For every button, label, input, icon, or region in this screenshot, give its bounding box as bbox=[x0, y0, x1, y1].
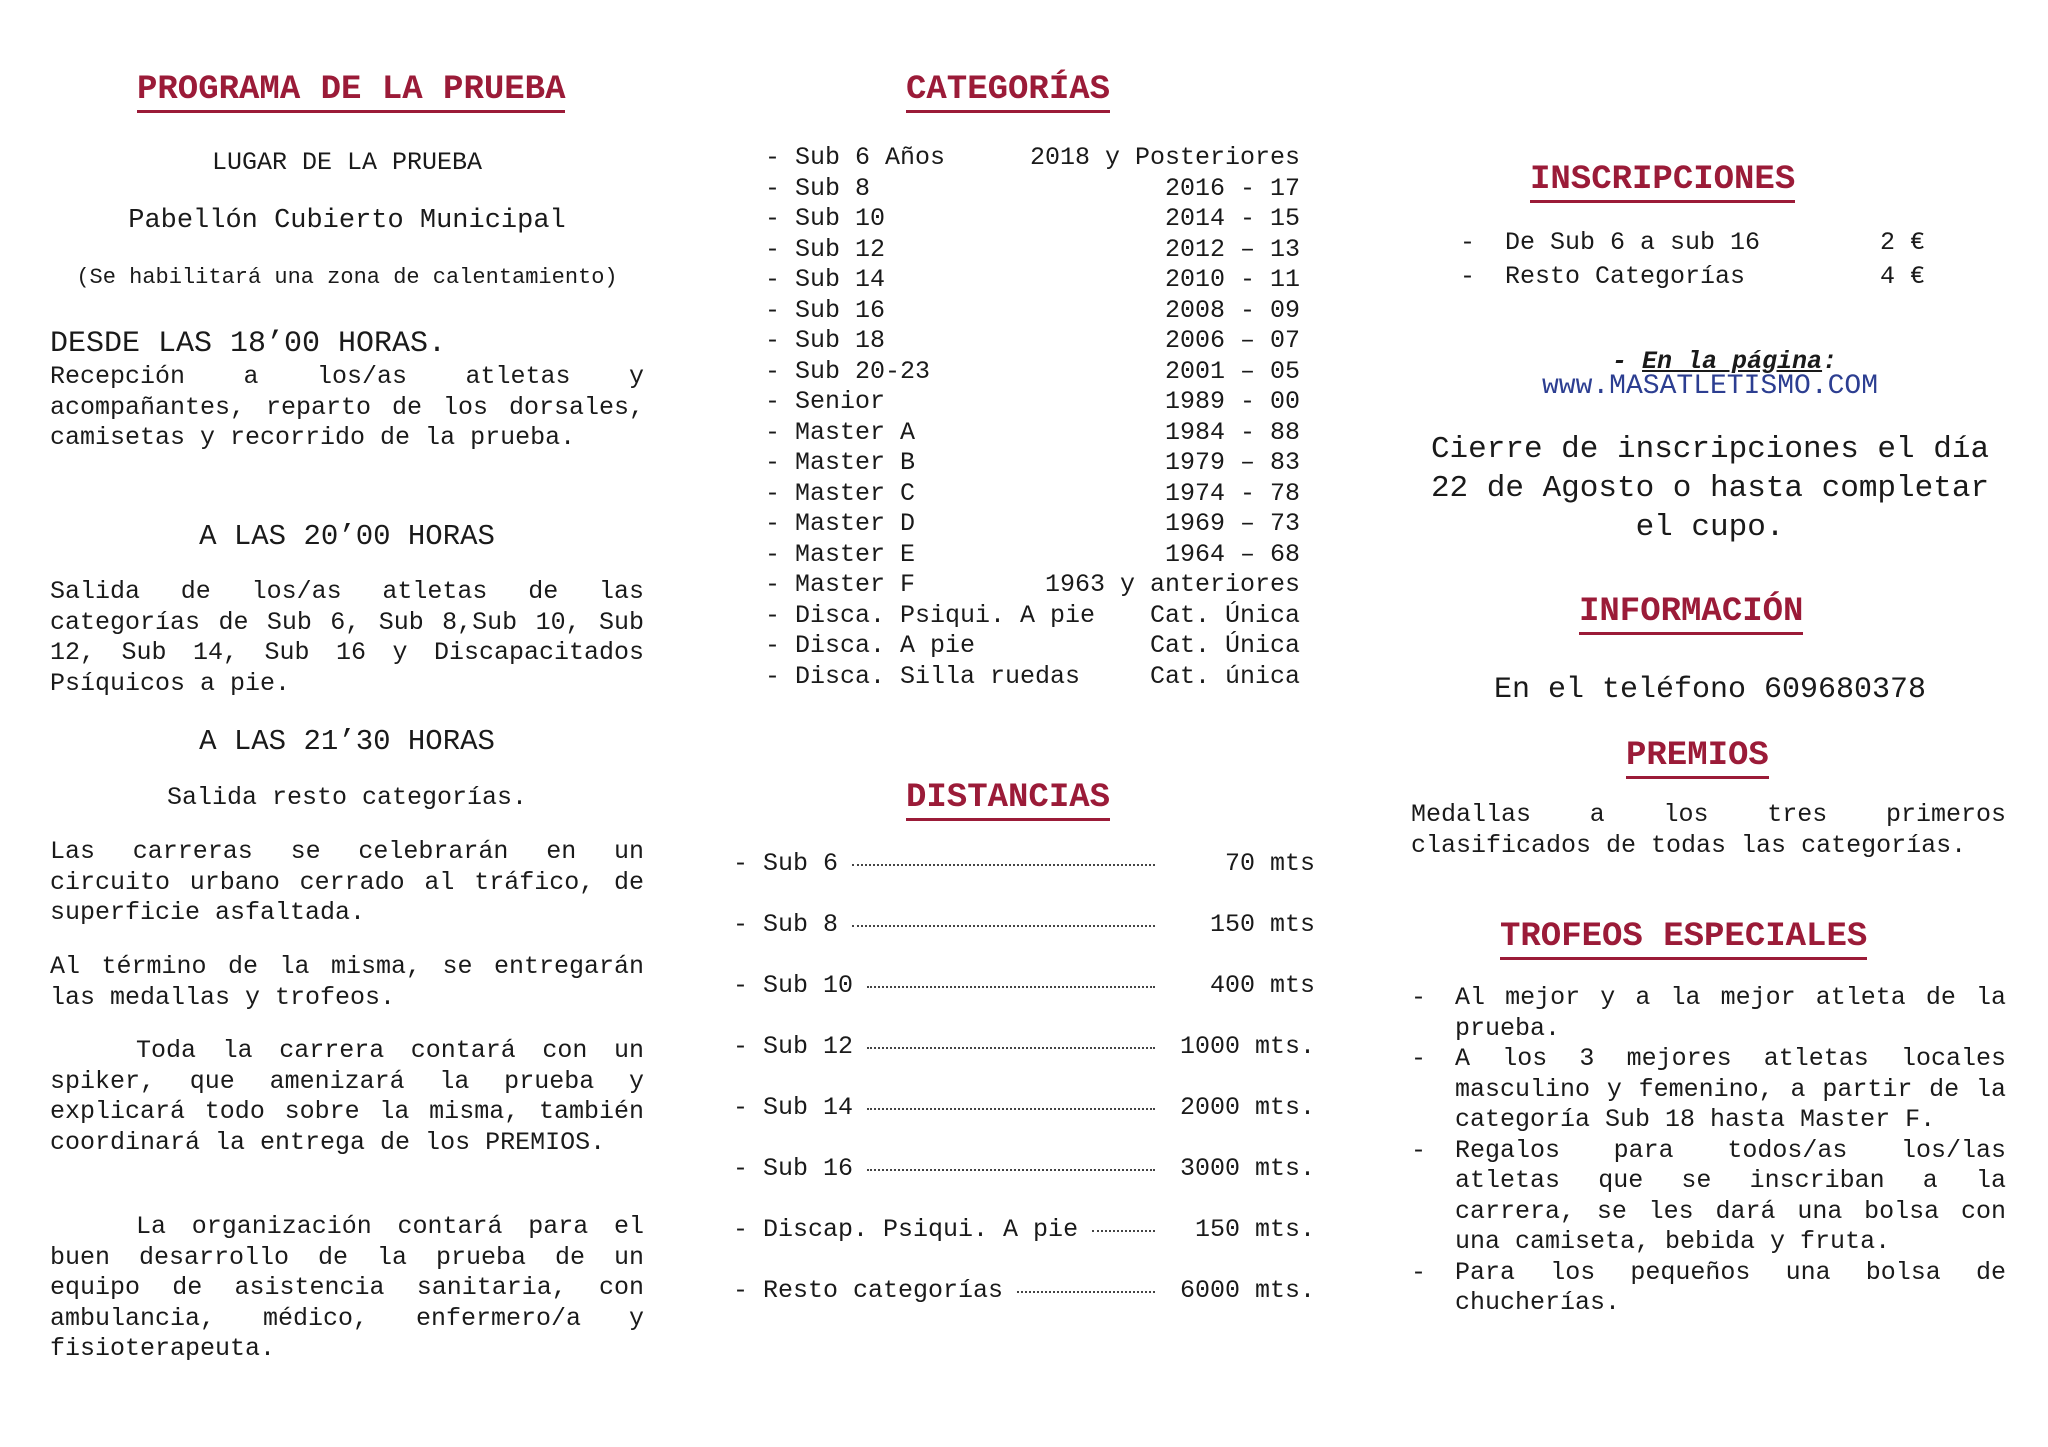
categoria-dash: - bbox=[765, 478, 796, 508]
time2-heading-text: A LAS 20’00 HORAS bbox=[199, 520, 495, 553]
trofeo-dash: - bbox=[1411, 983, 1427, 1012]
categoria-name: Master E bbox=[795, 539, 916, 569]
trofeo-text: A los 3 mejores atletas locales masculino y femenino, a partir de la categoría Sub 18 hasta Master F. bbox=[1455, 1044, 2006, 1134]
fee-row bbox=[1460, 260, 1940, 294]
categoria-row bbox=[765, 601, 1300, 632]
categoria-name: Master F bbox=[795, 570, 916, 599]
categoria-name: Master C bbox=[795, 478, 916, 508]
categoria-years: Cat. única bbox=[1149, 661, 1300, 691]
distancia-leader bbox=[867, 1108, 1155, 1110]
fee-label bbox=[1460, 226, 1760, 260]
trofeo-item bbox=[1411, 1044, 2006, 1136]
categoria-label bbox=[765, 326, 885, 357]
time3-heading bbox=[0, 725, 694, 759]
categoria-years: Cat. Única bbox=[1149, 600, 1300, 630]
fee-row bbox=[1460, 226, 1940, 260]
para-spiker-text: Toda la carrera contará con un spiker, que amenizará la prueba y explicará todo sobre la misma, también coordinará la entrega de los PREMIOS. bbox=[50, 1036, 644, 1157]
categoria-dash: - bbox=[765, 204, 796, 233]
categoria-row bbox=[765, 448, 1300, 479]
categoria-dash: - bbox=[765, 417, 796, 447]
distancia-value: 70 mts bbox=[1224, 849, 1315, 878]
time1-heading: DESDE LAS 18’00 HORAS. bbox=[50, 327, 447, 361]
para-organizacion-text: La organización contará para el buen desarrollo de la prueba de un equipo de asistencia sanitaria, con ambulancia, médico, enfermero/a y fisioterapeuta. bbox=[50, 1212, 644, 1363]
categoria-row bbox=[765, 235, 1300, 266]
distancia-value: 150 mts bbox=[1209, 910, 1315, 939]
categoria-label bbox=[765, 204, 885, 235]
time3-heading-text: A LAS 21’30 HORAS bbox=[199, 725, 495, 758]
distancia-value: 2000 mts. bbox=[1179, 1093, 1315, 1122]
distancia-name: Sub 16 bbox=[763, 1154, 854, 1183]
para-medallas-text: Al término de la misma, se entregarán las medallas y trofeos. bbox=[50, 952, 644, 1012]
distancia-value: 1000 mts. bbox=[1179, 1032, 1315, 1061]
categoria-name: Master D bbox=[795, 509, 916, 538]
distancia-dash: - bbox=[733, 849, 764, 878]
categorias-list bbox=[765, 143, 1300, 692]
lugar-label-text: LUGAR DE LA PRUEBA bbox=[211, 148, 483, 177]
categoria-row bbox=[765, 204, 1300, 235]
categoria-name: Sub 10 bbox=[795, 204, 886, 233]
distancia-value: 3000 mts. bbox=[1179, 1154, 1315, 1183]
distancia-name: Sub 10 bbox=[763, 971, 854, 1000]
categoria-label bbox=[765, 662, 1080, 693]
categoria-name: Sub 6 Años bbox=[795, 143, 946, 172]
distancia-value: 400 mts bbox=[1209, 971, 1315, 1000]
distancia-name: Sub 8 bbox=[763, 910, 839, 939]
categoria-years: 1979 – 83 bbox=[1164, 448, 1300, 477]
distancia-row bbox=[733, 1093, 1315, 1154]
categoria-name: Disca. Psiqui. A pie bbox=[795, 600, 1096, 630]
heading-inscripciones: INSCRIPCIONES bbox=[1530, 162, 1795, 203]
time3-text-span: Salida resto categorías. bbox=[166, 783, 528, 812]
lugar-name bbox=[0, 206, 694, 237]
distancia-leader bbox=[1017, 1291, 1155, 1293]
categoria-years: 2016 - 17 bbox=[1164, 173, 1300, 203]
trofeo-dash: - bbox=[1411, 1044, 1427, 1073]
distancia-name: Sub 12 bbox=[763, 1032, 854, 1061]
distancia-row bbox=[733, 910, 1315, 971]
categoria-row bbox=[765, 174, 1300, 205]
time2-heading bbox=[0, 520, 694, 554]
categoria-name: Sub 12 bbox=[795, 234, 886, 264]
categoria-row bbox=[765, 387, 1300, 418]
heading-categorias: CATEGORÍAS bbox=[906, 72, 1110, 113]
categoria-years: 1963 y anteriores bbox=[1044, 570, 1300, 599]
lugar-name-text: Pabellón Cubierto Municipal bbox=[128, 206, 566, 236]
distancia-dash: - bbox=[733, 1032, 764, 1061]
categoria-years: Cat. Única bbox=[1149, 631, 1300, 660]
time2-paragraph: Salida de los/as atletas de las categorías de Sub 6, Sub 8,Sub 10, Sub 12, Sub 14, Sub 16 y Discapacitados Psíquicos a pie. bbox=[50, 577, 644, 698]
trofeo-dash: - bbox=[1411, 1135, 1427, 1165]
distancia-dash: - bbox=[733, 1093, 764, 1122]
categoria-dash: - bbox=[765, 234, 796, 264]
fee-price: 2 € bbox=[1880, 228, 1926, 257]
heading-distancias: DISTANCIAS bbox=[906, 780, 1110, 821]
categoria-dash: - bbox=[765, 295, 796, 325]
categoria-name: Sub 20-23 bbox=[795, 356, 931, 386]
categoria-label bbox=[765, 448, 915, 479]
website-url bbox=[1390, 372, 2030, 403]
categoria-dash: - bbox=[765, 326, 796, 355]
en-la-pagina-colon: : bbox=[1822, 346, 1838, 376]
fee-price: 4 € bbox=[1880, 262, 1926, 291]
trofeo-text: Al mejor y a la mejor atleta de la prueba. bbox=[1455, 983, 2006, 1043]
premios-text bbox=[1411, 800, 2006, 861]
calentamiento-note bbox=[0, 263, 694, 294]
fee-label bbox=[1460, 260, 1745, 294]
categoria-dash: - bbox=[765, 570, 796, 599]
distancia-leader bbox=[867, 986, 1155, 988]
distancia-leader bbox=[852, 864, 1155, 866]
fee-label-text: Resto Categorías bbox=[1505, 262, 1746, 291]
categoria-dash: - bbox=[765, 387, 796, 416]
distancia-row bbox=[733, 971, 1315, 1032]
categoria-row bbox=[765, 662, 1300, 693]
trofeo-item bbox=[1411, 1258, 2006, 1319]
categoria-label bbox=[765, 357, 930, 388]
categoria-dash: - bbox=[765, 265, 796, 294]
categoria-dash: - bbox=[765, 600, 796, 630]
categoria-years: 1969 – 73 bbox=[1164, 509, 1300, 538]
website-link[interactable]: www.MASATLETISMO.COM bbox=[1541, 371, 1879, 402]
categoria-years: 2001 – 05 bbox=[1164, 356, 1300, 386]
para-circuito-text: Las carreras se celebrarán en un circuito urbano cerrado al tráfico, de superficie asfaltada. bbox=[50, 837, 644, 927]
categoria-row bbox=[765, 326, 1300, 357]
categoria-row bbox=[765, 143, 1300, 174]
time3-text bbox=[0, 783, 694, 814]
heading-trofeos: TROFEOS ESPECIALES bbox=[1500, 919, 1867, 960]
categoria-name: Disca. A pie bbox=[795, 631, 976, 660]
distancias-list bbox=[733, 849, 1315, 1337]
categoria-label bbox=[765, 601, 1095, 632]
trofeo-text: Para los pequeños una bolsa de chucherías. bbox=[1455, 1257, 2006, 1317]
distancia-value: 150 mts. bbox=[1194, 1215, 1315, 1244]
categoria-years: 1974 - 78 bbox=[1164, 478, 1300, 508]
categoria-dash: - bbox=[765, 631, 796, 660]
para-organizacion bbox=[50, 1212, 644, 1365]
categoria-row bbox=[765, 479, 1300, 510]
categoria-label bbox=[765, 265, 885, 296]
categoria-row bbox=[765, 509, 1300, 540]
time2-text bbox=[50, 577, 644, 699]
distancia-leader bbox=[867, 1169, 1155, 1171]
categoria-label bbox=[765, 296, 885, 327]
categoria-label bbox=[765, 570, 915, 601]
categoria-dash: - bbox=[765, 509, 796, 538]
categoria-dash: - bbox=[765, 143, 796, 172]
categoria-row bbox=[765, 540, 1300, 571]
categoria-years: 2008 - 09 bbox=[1164, 295, 1300, 325]
distancia-row bbox=[733, 1215, 1315, 1276]
categoria-years: 1964 – 68 bbox=[1164, 539, 1300, 569]
categoria-name: Sub 16 bbox=[795, 295, 886, 325]
categoria-row bbox=[765, 631, 1300, 662]
categoria-label bbox=[765, 235, 885, 266]
distancia-name: Discap. Psiqui. A pie bbox=[763, 1215, 1079, 1244]
en-la-pagina-text: En la página bbox=[1642, 346, 1823, 376]
distancia-row bbox=[733, 1154, 1315, 1215]
premios-paragraph: Medallas a los tres primeros clasificados de todas las categorías. bbox=[1411, 800, 2006, 860]
categoria-years: 2012 – 13 bbox=[1164, 234, 1300, 264]
trofeos-list bbox=[1411, 983, 2006, 1319]
telefono-text: En el teléfono 609680378 bbox=[1493, 673, 1927, 707]
cierre-inscripciones: Cierre de inscripciones el día 22 de Agosto o hasta completar el cupo. bbox=[1430, 432, 1990, 545]
categoria-years: 1989 - 00 bbox=[1164, 387, 1300, 416]
categoria-label bbox=[765, 387, 885, 418]
distancia-leader bbox=[1092, 1230, 1155, 1232]
categoria-years: 2006 – 07 bbox=[1164, 326, 1300, 355]
fees-list bbox=[1460, 226, 1940, 294]
categoria-row bbox=[765, 418, 1300, 449]
distancia-row bbox=[733, 1276, 1315, 1337]
time1-paragraph: Recepción a los/as atletas y acompañantes, reparto de los dorsales, camisetas y recorrido de la prueba. bbox=[50, 362, 644, 452]
distancia-dash: - bbox=[733, 910, 764, 939]
distancia-row bbox=[733, 1032, 1315, 1093]
distancia-dash: - bbox=[733, 971, 764, 1000]
distancia-leader bbox=[867, 1047, 1155, 1049]
distancia-dash: - bbox=[733, 1154, 764, 1183]
calentamiento-text: (Se habilitará una zona de calentamiento) bbox=[76, 265, 618, 290]
categoria-label bbox=[765, 479, 915, 510]
categoria-row bbox=[765, 265, 1300, 296]
distancia-row bbox=[733, 849, 1315, 910]
categoria-name: Sub 18 bbox=[795, 326, 886, 355]
para-spiker bbox=[50, 1036, 644, 1158]
telefono bbox=[1390, 673, 2030, 707]
para-circuito bbox=[50, 837, 644, 929]
time1-text bbox=[50, 362, 644, 454]
trofeo-text: Regalos para todos/as los/las atletas que se inscriban a la carrera, se les dará una bolsa con una camiseta, bebida y fruta. bbox=[1455, 1135, 2006, 1256]
heading-informacion: INFORMACIÓN bbox=[1579, 594, 1803, 635]
distancia-name: Sub 6 bbox=[763, 849, 839, 878]
categoria-dash: - bbox=[765, 448, 796, 477]
categoria-years: 2010 - 11 bbox=[1164, 265, 1300, 294]
heading-programa: PROGRAMA DE LA PRUEBA bbox=[137, 72, 565, 113]
categoria-dash: - bbox=[765, 173, 796, 203]
lugar-label bbox=[0, 148, 694, 179]
en-la-pagina bbox=[1582, 316, 1837, 377]
distancia-leader bbox=[852, 925, 1155, 927]
categoria-dash: - bbox=[765, 539, 796, 569]
categoria-row bbox=[765, 357, 1300, 388]
heading-premios: PREMIOS bbox=[1626, 738, 1769, 779]
fee-dash: - bbox=[1460, 262, 1506, 291]
en-la-pagina-dash: - bbox=[1612, 346, 1643, 376]
trofeo-dash: - bbox=[1411, 1257, 1427, 1287]
categoria-years: 2018 y Posteriores bbox=[1029, 143, 1300, 172]
categoria-label bbox=[765, 143, 945, 174]
para-medallas bbox=[50, 952, 644, 1013]
trofeo-item bbox=[1411, 1136, 2006, 1258]
categoria-row bbox=[765, 296, 1300, 327]
categoria-name: Sub 8 bbox=[795, 173, 871, 203]
categoria-name: Master B bbox=[795, 448, 916, 477]
categoria-years: 2014 - 15 bbox=[1164, 204, 1300, 233]
categoria-label bbox=[765, 540, 915, 571]
distancia-dash: - bbox=[733, 1215, 764, 1244]
categoria-years: 1984 - 88 bbox=[1164, 417, 1300, 447]
categoria-name: Sub 14 bbox=[795, 265, 886, 294]
categoria-name: Disca. Silla ruedas bbox=[795, 661, 1081, 691]
fee-dash: - bbox=[1460, 228, 1506, 257]
categoria-dash: - bbox=[765, 661, 796, 691]
distancia-name: Resto categorías bbox=[763, 1276, 1004, 1305]
distancia-dash: - bbox=[733, 1276, 764, 1305]
categoria-name: Master A bbox=[795, 417, 916, 447]
categoria-label bbox=[765, 509, 915, 540]
categoria-label bbox=[765, 174, 870, 205]
categoria-row bbox=[765, 570, 1300, 601]
distancia-name: Sub 14 bbox=[763, 1093, 854, 1122]
categoria-name: Senior bbox=[795, 387, 886, 416]
categoria-label bbox=[765, 631, 975, 662]
categoria-dash: - bbox=[765, 356, 796, 386]
categoria-label bbox=[765, 418, 915, 449]
trofeo-item bbox=[1411, 983, 2006, 1044]
fee-label-text: De Sub 6 a sub 16 bbox=[1505, 228, 1761, 257]
distancia-value: 6000 mts. bbox=[1179, 1276, 1315, 1305]
